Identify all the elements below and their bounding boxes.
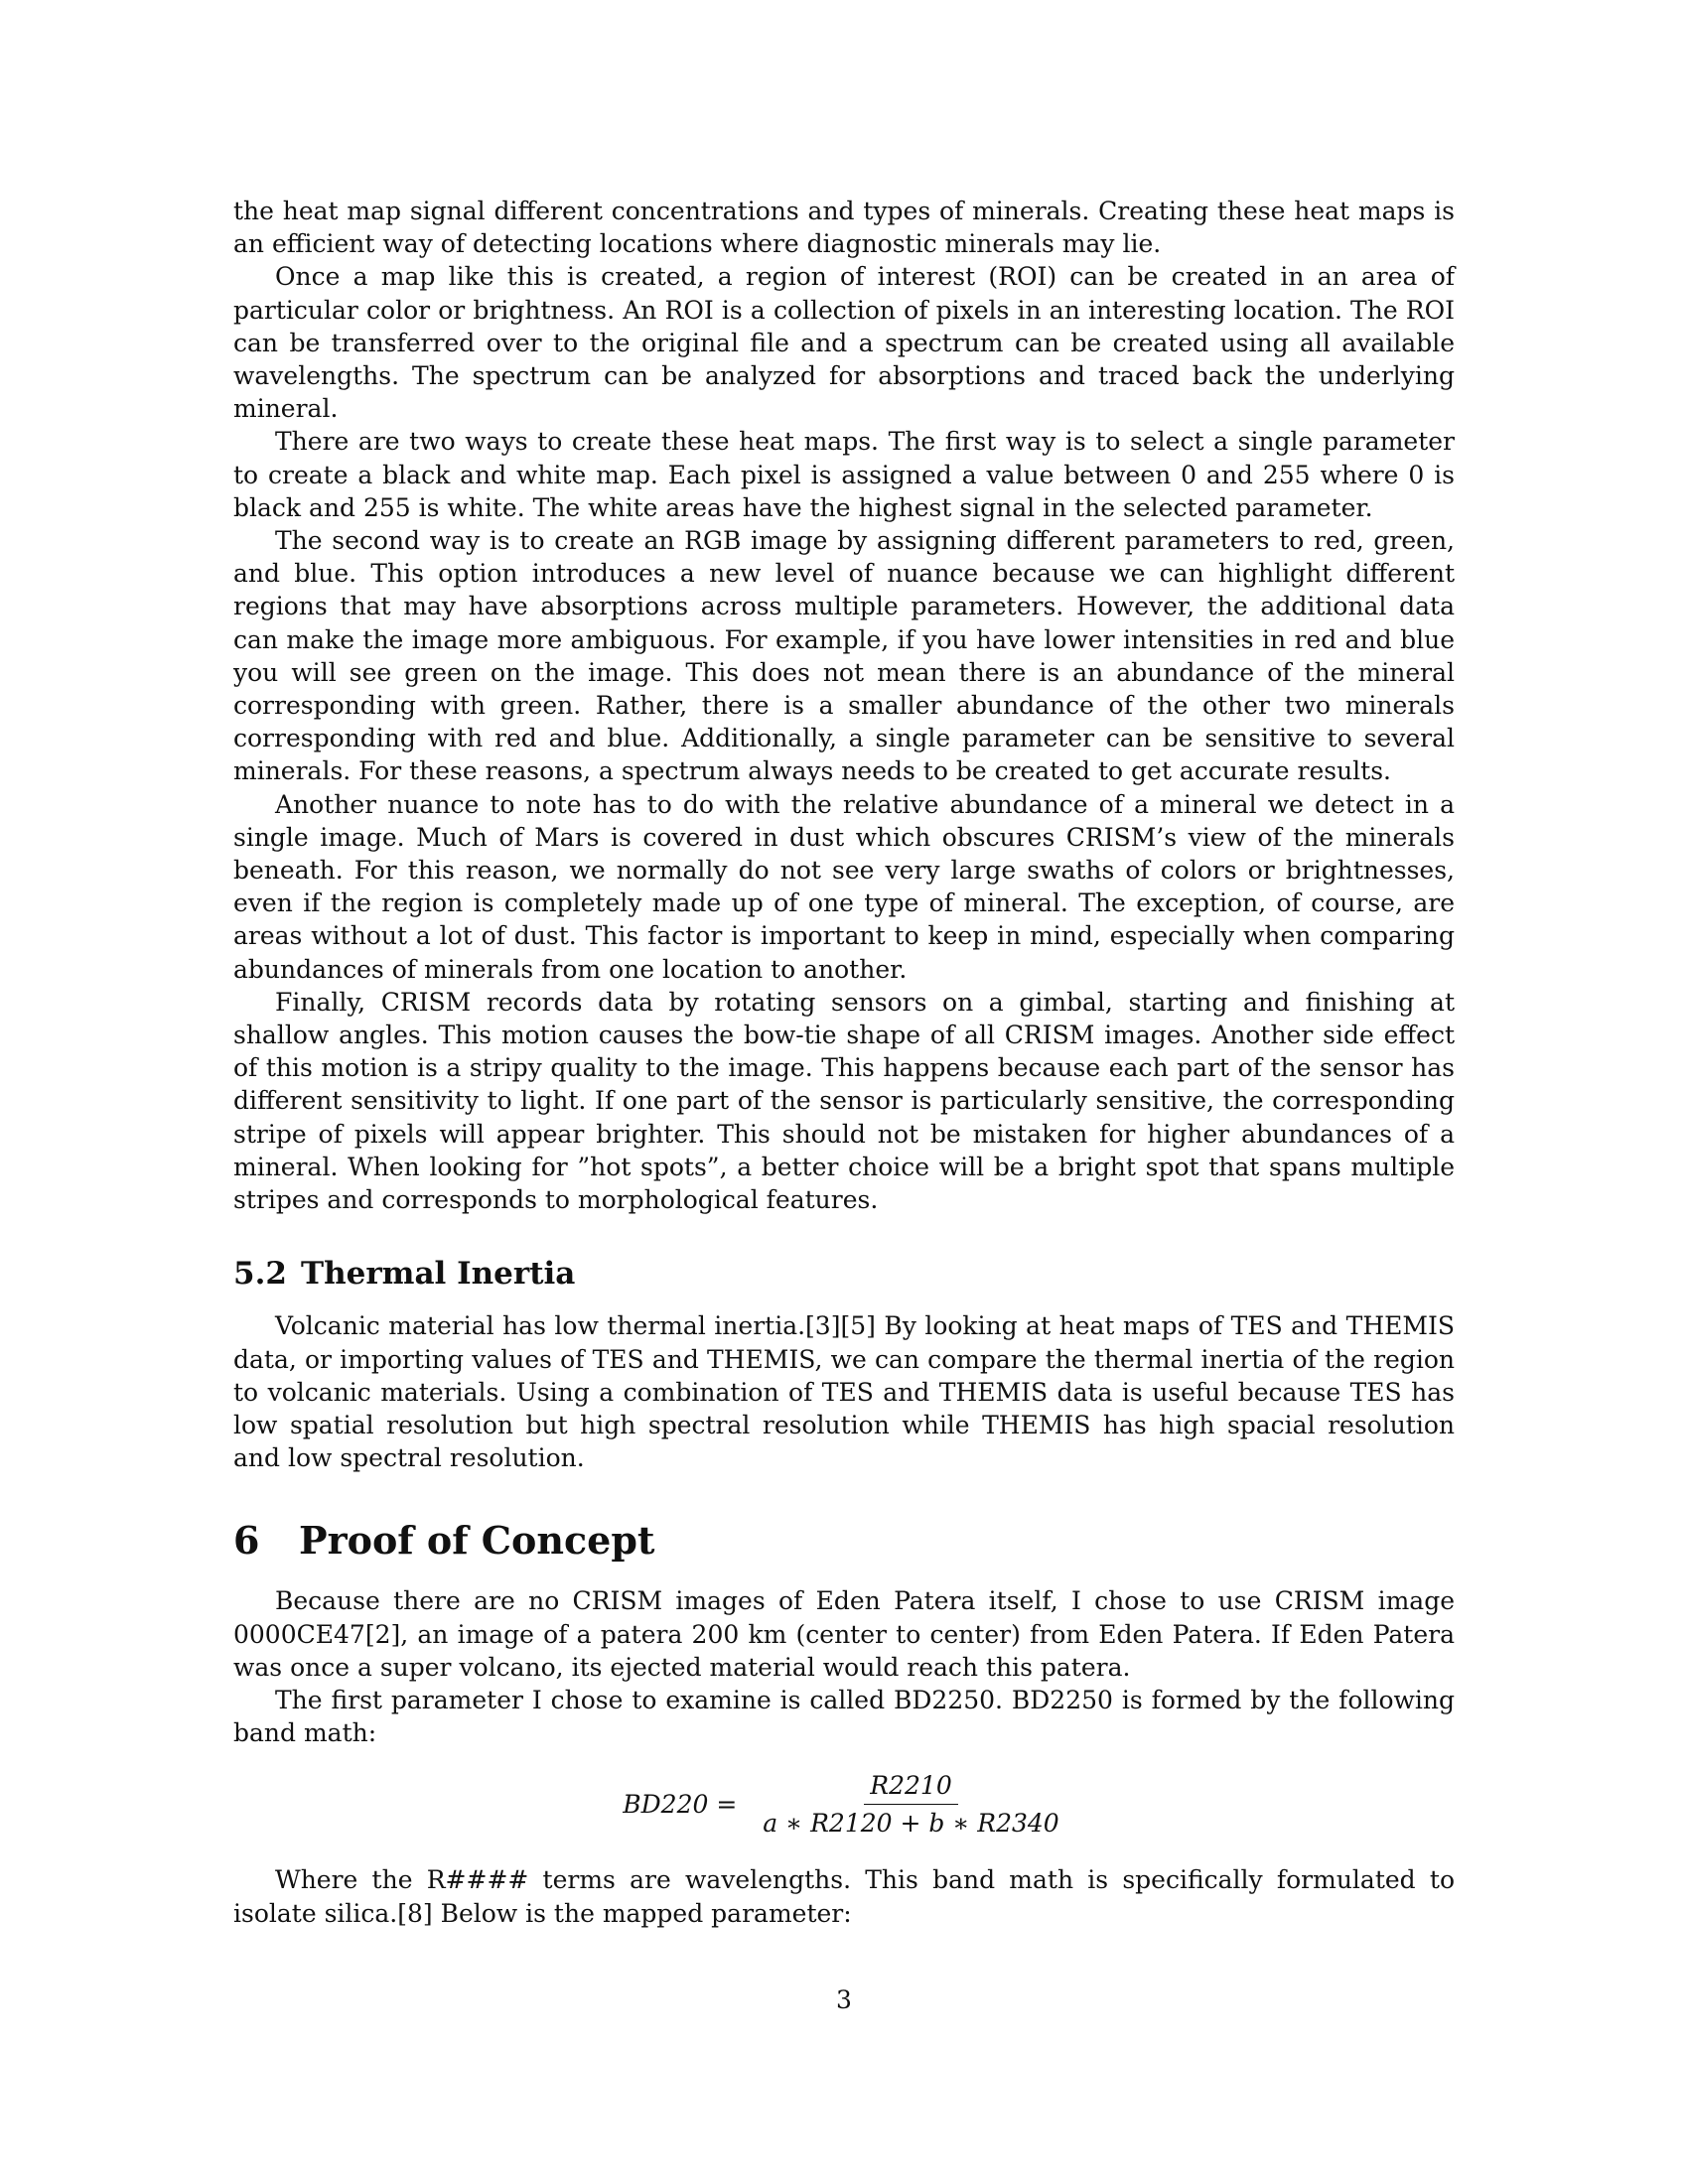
paragraph: There are two ways to create these heat maps. The first way is to select a single parameter to create a black and white map. Each pixel is assigned a value between 0 and 255 where 0 is black and 255 is white. The white areas have the highest signal in the selected parameter. (233, 427, 1455, 522)
paragraph: Where the R#### terms are wavelengths. This band math is specifically formulated to isolate silica.[8] Below is the mapped parameter: (233, 1865, 1455, 1928)
section-heading-5-2 (233, 1256, 1455, 1292)
paragraph: the heat map signal different concentrations and types of minerals. Creating these heat maps is an efficient way of detecting locations where diagnostic minerals may lie. (233, 197, 1455, 259)
equation-fraction (757, 1771, 1064, 1838)
paragraph: The second way is to create an RGB image by assigning different parameters to red, green, and blue. This option introduces a new level of nuance because we can highlight different regions that may have absorptions across multiple parameters. However, the additional data can make the image more ambiguous. For example, if you have lower intensities in red and blue you will see green on the image. This does not mean there is an abundance of the mineral corresponding with green. Rather, there is a smaller abundance of the other two minerals corresponding with red and blue. Additionally, a single parameter can be sensitive to several minerals. For these reasons, a spectrum always needs to be created to get accurate results. (233, 526, 1455, 786)
equation (233, 1771, 1455, 1838)
paragraph: The first parameter I chose to examine is called BD2250. BD2250 is formed by the following band math: (233, 1685, 1455, 1748)
section-number: 6 (233, 1518, 260, 1564)
paragraph: Once a map like this is created, a region of interest (ROI) can be created in an area of particular color or brightness. An ROI is a collection of pixels in an interesting location. The ROI can be transferred over to the original file and a spectrum can be created using all available wavelengths. The spectrum can be analyzed for absorptions and traced back the underlying mineral. (233, 262, 1455, 424)
equation-lhs: BD220 = (623, 1790, 738, 1820)
section-title: Thermal Inertia (301, 1256, 576, 1293)
paragraph: Because there are no CRISM images of Eden Patera itself, I chose to use CRISM image 0000CE47[2], an image of a patera 200 km (center to center) from Eden Patera. If Eden Patera was once a super volcano, its ejected material would reach this patera. (233, 1586, 1455, 1682)
paragraph: Volcanic material has low thermal inertia.[3][5] By looking at heat maps of TES and THEMIS data, or importing values of TES and THEMIS, we can compare the thermal inertia of the region to volcanic materials. Using a combination of TES and THEMIS data is useful because TES has low spatial resolution but high spectral resolution while THEMIS has high spacial resolution and low spectral resolution. (233, 1311, 1455, 1473)
equation-numerator: R2210 (864, 1771, 957, 1805)
section-number: 5.2 (233, 1256, 287, 1293)
section-title: Proof of Concept (299, 1518, 655, 1564)
paragraph: Another nuance to note has to do with the relative abundance of a mineral we detect in a single image. Much of Mars is covered in dust which obscures CRISM’s view of the minerals beneath. For this reason, we normally do not see very large swaths of colors or brightnesses, even if the region is completely made up of one type of mineral. The exception, of course, are areas without a lot of dust. This factor is important to keep in mind, especially when comparing abundances of minerals from one location to another. (233, 789, 1455, 984)
page-number: 3 (836, 1985, 852, 2014)
paragraph: Finally, CRISM records data by rotating sensors on a gimbal, starting and finishing at shallow angles. This motion causes the bow-tie shape of all CRISM images. Another side effect of this motion is a stripy quality to the image. This happens because each part of the sensor has different sensitivity to light. If one part of the sensor is particularly sensitive, the corresponding stripe of pixels will appear brighter. This should not be mistaken for higher abundances of a mineral. When looking for ”hot spots”, a better choice will be a bright spot that spans multiple stripes and corresponds to morphological features. (233, 987, 1455, 1215)
section-heading-6 (233, 1518, 1455, 1563)
equation-denominator: a ∗ R2120 + b ∗ R2340 (763, 1809, 1059, 1839)
page-body (233, 195, 1455, 1930)
